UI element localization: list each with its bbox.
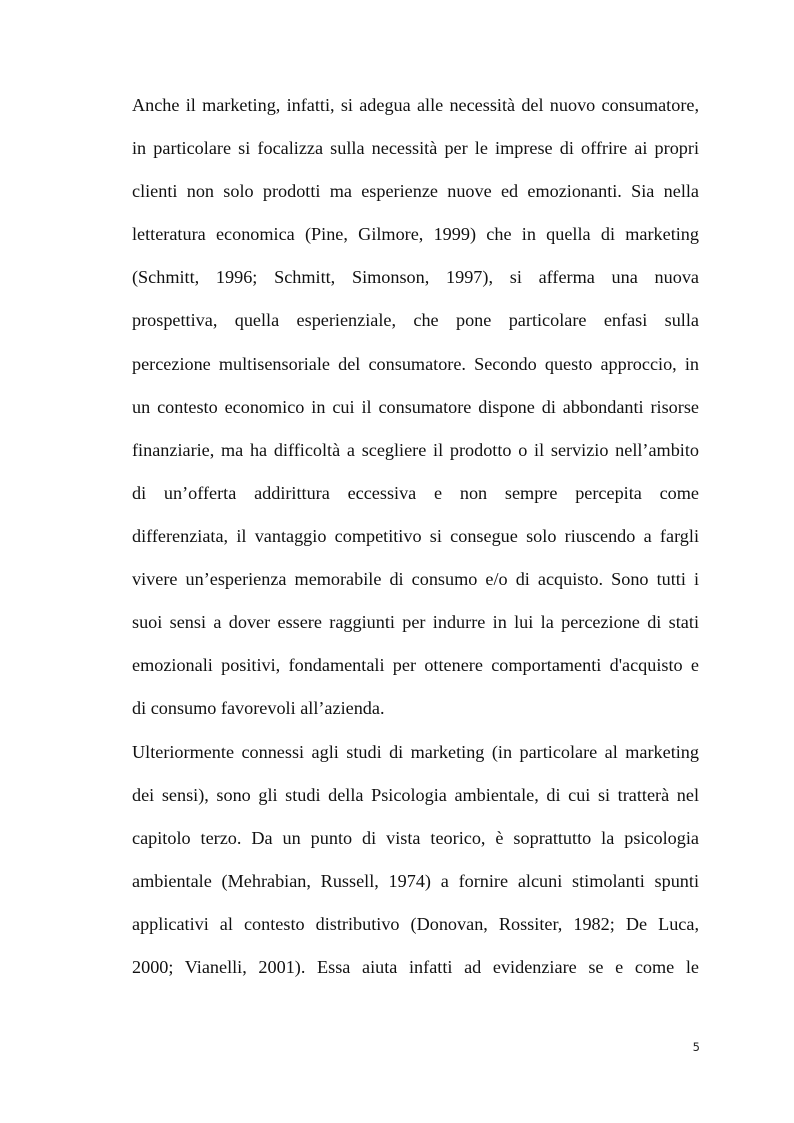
paragraph-experiential-marketing bbox=[132, 84, 699, 730]
text-line: dei sensi), sono gli studi della Psicologia ambientale, di cui si tratterà nel bbox=[132, 785, 699, 806]
text-line: Ulteriormente connessi agli studi di marketing (in particolare al marketing bbox=[132, 742, 699, 762]
text-line: un contesto economico in cui il consumatore dispone di abbondanti risorse bbox=[132, 396, 699, 417]
text-line: in particolare si focalizza sulla necessità per le imprese di offrire ai propri bbox=[132, 138, 699, 159]
page-number: 5 bbox=[692, 1040, 700, 1054]
paragraph-environmental-psychology bbox=[132, 731, 699, 990]
text-line: differenziata, il vantaggio competitivo si consegue solo riuscendo a fargli bbox=[132, 525, 699, 546]
text-line: prospettiva, quella esperienziale, che pone particolare enfasi sulla bbox=[132, 310, 699, 331]
text-line: 2000; Vianelli, 2001). Essa aiuta infatti ad evidenziare se e come le bbox=[132, 957, 699, 978]
text-line: suoi sensi a dover essere raggiunti per indurre in lui la percezione di stati bbox=[132, 612, 699, 633]
text-line: letteratura economica (Pine, Gilmore, 1999) che in quella di marketing bbox=[132, 224, 699, 245]
text-line: Anche il marketing, infatti, si adegua alle necessità del nuovo consumatore, bbox=[132, 95, 699, 115]
text-line: di consumo favorevoli all’azienda. bbox=[132, 698, 385, 719]
text-line: capitolo terzo. Da un punto di vista teorico, è soprattutto la psicologia bbox=[132, 828, 699, 849]
text-line: di un’offerta addirittura eccessiva e non sempre percepita come bbox=[132, 482, 699, 503]
text-line: (Schmitt, 1996; Schmitt, Simonson, 1997), si afferma una nuova bbox=[132, 267, 699, 288]
text-line: ambientale (Mehrabian, Russell, 1974) a fornire alcuni stimolanti spunti bbox=[132, 871, 699, 892]
text-line: clienti non solo prodotti ma esperienze nuove ed emozionanti. Sia nella bbox=[132, 181, 699, 202]
text-line: finanziarie, ma ha difficoltà a scegliere il prodotto o il servizio nell’ambito bbox=[132, 439, 699, 460]
text-line: emozionali positivi, fondamentali per ottenere comportamenti d'acquisto e bbox=[132, 655, 699, 676]
text-line: applicativi al contesto distributivo (Donovan, Rossiter, 1982; De Luca, bbox=[132, 914, 699, 935]
text-line: percezione multisensoriale del consumatore. Secondo questo approccio, in bbox=[132, 353, 699, 374]
text-line: vivere un’esperienza memorabile di consumo e/o di acquisto. Sono tutti i bbox=[132, 569, 699, 590]
